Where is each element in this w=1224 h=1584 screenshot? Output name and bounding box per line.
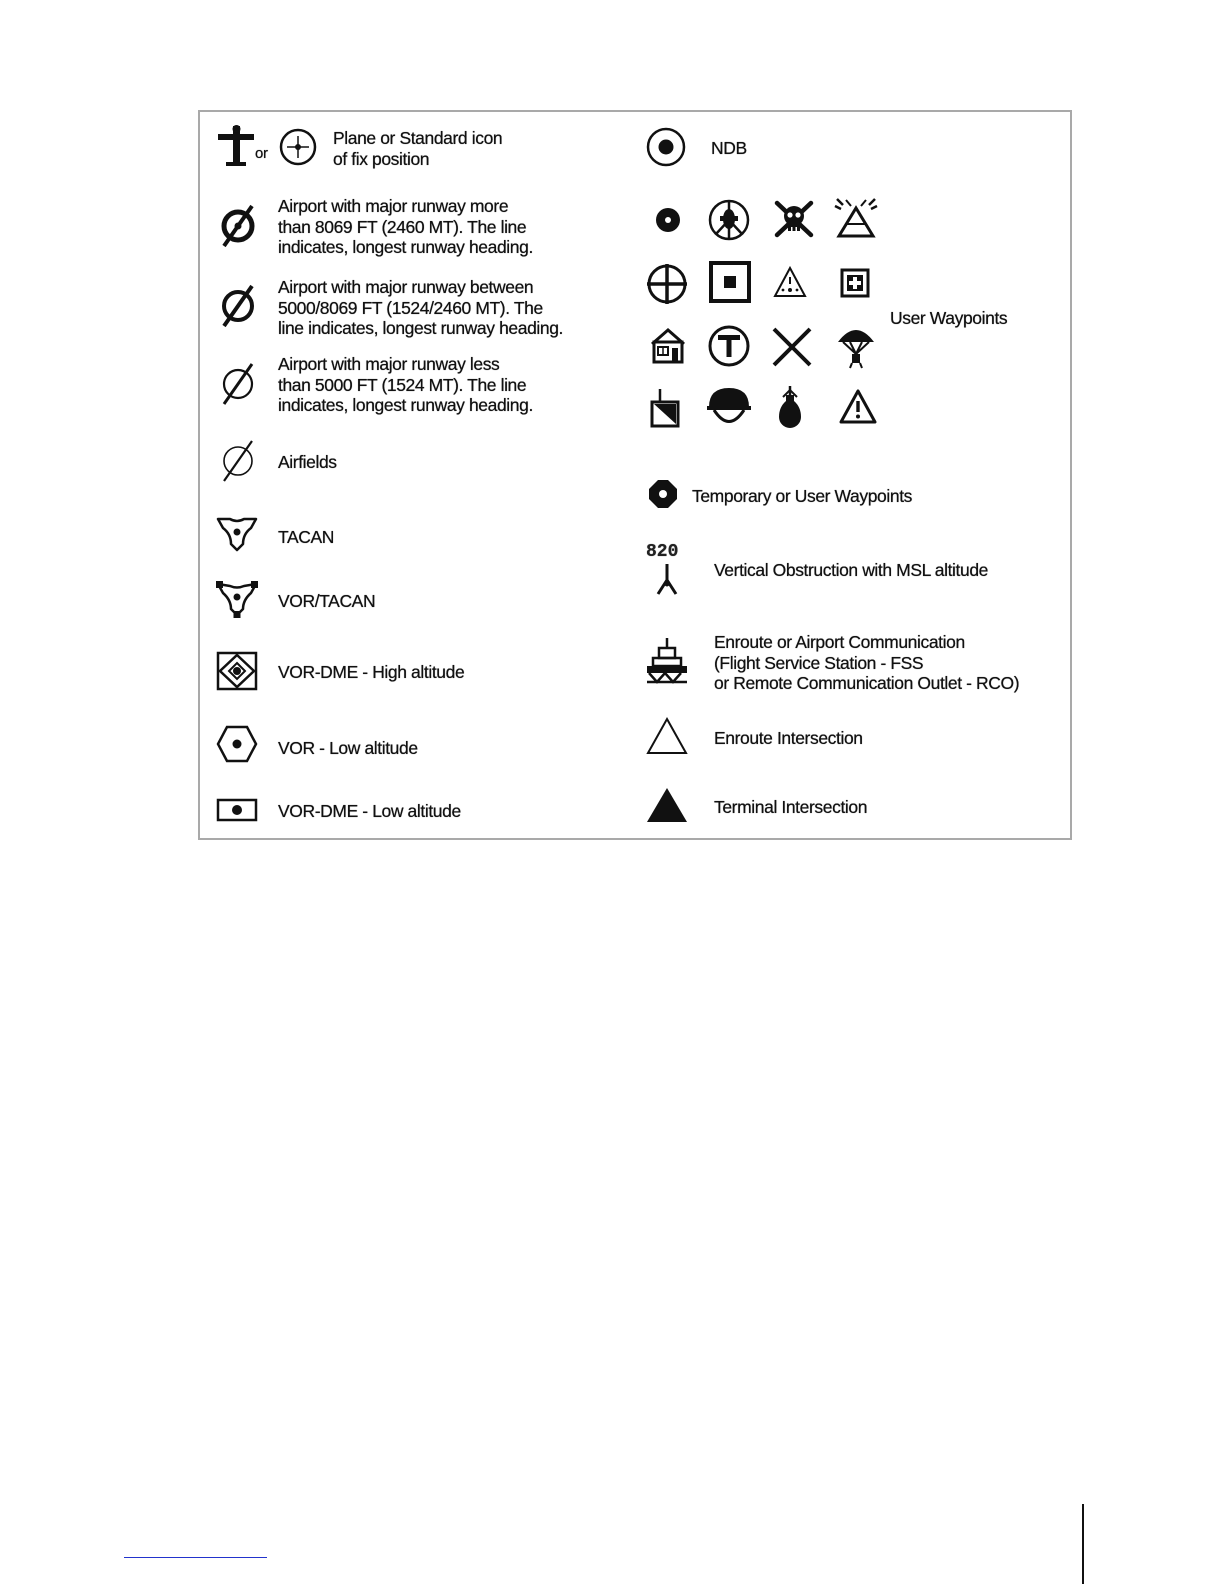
house-icon — [648, 326, 688, 366]
airport-small-runway-icon — [216, 360, 260, 408]
ndb-icon — [645, 126, 687, 168]
enroute-intersection-label: Enroute Intersection — [714, 728, 863, 748]
temporary-waypoint-icon — [647, 478, 679, 510]
vor-dme-high-label: VOR-DME - High altitude — [278, 662, 465, 682]
vor-dme-low-label: VOR-DME - Low altitude — [278, 801, 461, 821]
parachute-icon — [835, 324, 877, 370]
vortac-label: VOR/TACAN — [278, 591, 376, 611]
or-text: or — [255, 145, 268, 162]
crosshair-circle-icon — [645, 262, 689, 306]
obstruction-label: Vertical Obstruction with MSL altitude — [714, 560, 989, 580]
communication-tower-icon — [643, 636, 691, 686]
peace-symbol-icon — [707, 198, 751, 242]
plane-fix-label: Plane or Standard icon of fix position — [333, 128, 503, 169]
footer-link-line — [124, 1557, 267, 1558]
airport-small-label: Airport with major runway less than 5000 FT (1524 MT). The line indicates, longest runway heading. — [278, 354, 533, 415]
x-mark-icon — [769, 324, 815, 370]
user-waypoints-label: User Waypoints — [890, 308, 1008, 328]
airfield-label: Airfields — [278, 452, 337, 472]
skull-crossbones-icon — [773, 199, 815, 239]
terminal-intersection-label: Terminal Intersection — [714, 797, 868, 817]
enroute-intersection-icon — [645, 716, 689, 756]
vor-dme-high-icon — [216, 651, 258, 691]
communication-label: Enroute or Airport Communication (Flight Service Station - FSS or Remote Communication Outlet - RCO) — [714, 632, 1020, 693]
vor-low-label: VOR - Low altitude — [278, 738, 418, 758]
obstruction-icon — [652, 562, 682, 598]
dotted-triangle-icon — [772, 264, 808, 300]
vor-low-icon — [216, 724, 258, 764]
bomb-icon — [775, 383, 805, 433]
airfield-icon — [216, 437, 260, 485]
flag-building-icon — [648, 387, 684, 429]
boxed-dot-icon — [708, 260, 752, 304]
vortac-icon — [215, 578, 259, 620]
temporary-waypoints-label: Temporary or User Waypoints — [692, 486, 913, 506]
warning-triangle-icon — [838, 387, 878, 427]
circled-t-icon — [707, 324, 751, 368]
tacan-icon — [215, 514, 259, 554]
airport-major-runway-icon — [216, 202, 260, 250]
terminal-intersection-icon — [645, 786, 689, 824]
helmet-icon — [705, 385, 753, 431]
standard-fix-icon — [278, 127, 318, 167]
dot-waypoint-icon — [652, 204, 684, 236]
footer-page-bar — [1082, 1504, 1084, 1584]
obstruction-altitude: 820 — [646, 542, 679, 562]
airport-major-label: Airport with major runway more than 8069 FT (2460 MT). The line indicates, longest runway heading. — [278, 196, 533, 257]
tacan-label: TACAN — [278, 527, 335, 547]
plane-icon — [216, 124, 260, 170]
radio-tower-icon — [833, 196, 879, 240]
ndb-label: NDB — [711, 138, 747, 158]
boxed-plus-icon — [839, 267, 871, 299]
airport-medium-runway-icon — [216, 282, 260, 330]
airport-medium-label: Airport with major runway between 5000/8069 FT (1524/2460 MT). The line indicates, longest runway heading. — [278, 277, 564, 338]
vor-dme-low-icon — [216, 798, 258, 822]
